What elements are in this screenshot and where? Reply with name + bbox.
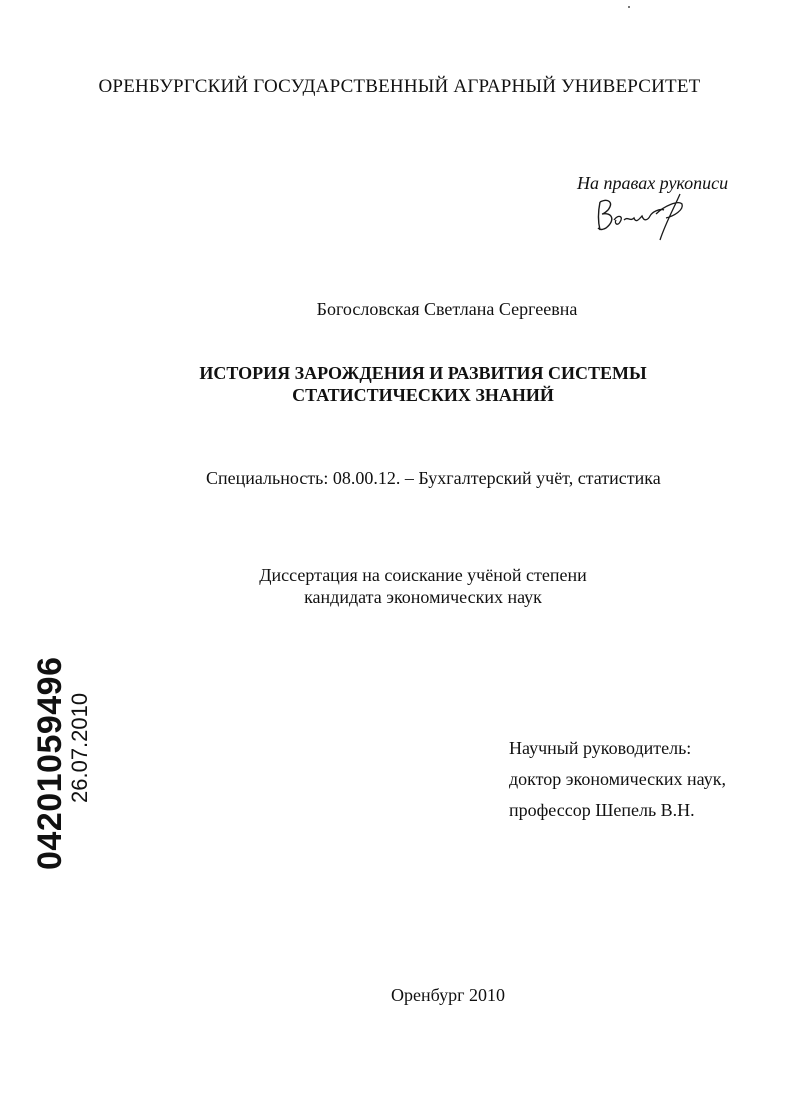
- specialty: Специальность: 08.00.12. – Бухгалтерский учёт, статистика: [206, 468, 661, 488]
- degree-statement: [0, 564, 799, 608]
- handwritten-signature: [594, 190, 689, 245]
- thesis-title: [0, 362, 799, 406]
- advisor-line3: профессор Шепель В.Н.: [509, 800, 695, 820]
- thesis-title-line1: ИСТОРИЯ ЗАРОЖДЕНИЯ И РАЗВИТИЯ СИСТЕМЫ: [199, 363, 647, 383]
- thesis-title-line2: СТАТИСТИЧЕСКИХ ЗНАНИЙ: [292, 385, 554, 405]
- university-heading: ОРЕНБУРГСКИЙ ГОСУДАРСТВЕННЫЙ АГРАРНЫЙ УНИВЕРСИТЕТ: [98, 76, 701, 97]
- advisor-line2: доктор экономических наук,: [509, 769, 726, 789]
- manuscript-note: На правах рукописи: [577, 173, 729, 193]
- stamp-date: 26.07.2010: [67, 692, 92, 803]
- scientific-advisor: [509, 733, 726, 826]
- library-stamp: [30, 646, 94, 870]
- author-name: Богословская Светлана Сергеевна: [316, 299, 578, 319]
- degree-line1: Диссертация на соискание учёной степени: [259, 565, 587, 585]
- advisor-line1: Научный руководитель:: [509, 738, 692, 758]
- scan-speck: [628, 6, 630, 8]
- stamp-number: 04201059496: [31, 656, 69, 870]
- city-year: Оренбург 2010: [391, 985, 505, 1005]
- degree-line2: кандидата экономических наук: [304, 587, 542, 607]
